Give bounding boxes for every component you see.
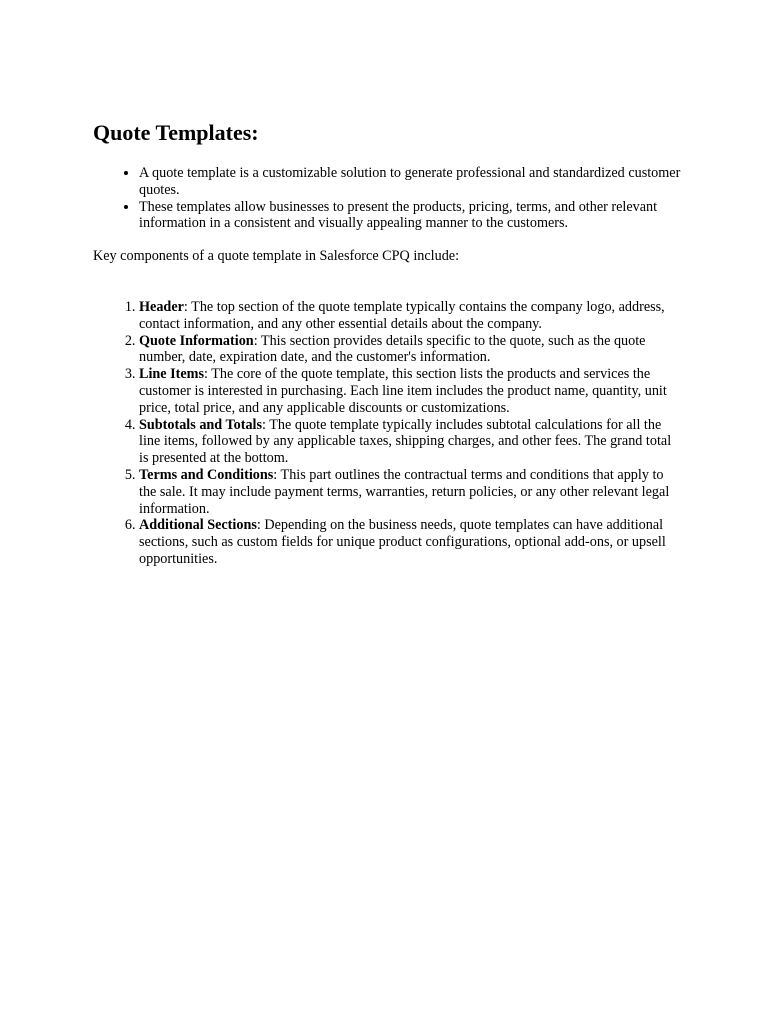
component-item-terms-and-conditions: [139, 467, 683, 517]
page-title: Quote Templates:: [93, 120, 259, 145]
component-item-quote-information: [139, 333, 683, 367]
component-description: : This part outlines the contractual terms and conditions that apply to the sale. It may include payment terms, warranties, return policies, or any other relevant legal information.: [139, 466, 670, 517]
component-item-additional-sections: [139, 517, 683, 567]
bullet-item: • These templates allow businesses to present the products, pricing, terms, and other relevant information in a consistent and visually appealing manner to the customers.: [139, 199, 683, 233]
component-term: Additional Sections: [139, 517, 257, 534]
component-description: : The top section of the quote template typically contains the company logo, address, contact information, and any other essential details about the company.: [139, 298, 665, 332]
components-numbered-list: [93, 299, 683, 568]
component-item-header: [139, 299, 683, 333]
component-description: : The core of the quote template, this section lists the products and services the customer is interested in purchasing. Each line item includes the product name, quantity, unit price, total price, and any applicable discounts or customizations.: [139, 366, 667, 416]
document-page: [93, 118, 683, 568]
intro-bullet-list: [93, 165, 683, 232]
component-term: Header: [139, 298, 184, 315]
component-description: : The quote template typically includes subtotal calculations for all the line items, followed by any applicable taxes, shipping charges, and other fees. The grand total is presented at the bottom.: [139, 416, 672, 467]
component-item-line-items: [139, 366, 683, 416]
component-term: Subtotals and Totals: [139, 416, 263, 433]
bullet-item: • A quote template is a customizable solution to generate professional and standardized customer quotes.: [139, 165, 683, 199]
component-term: Terms and Conditions: [139, 466, 274, 483]
component-term: Quote Information: [139, 332, 254, 349]
intro-paragraph: Key components of a quote template in Salesforce CPQ include:: [93, 248, 460, 265]
component-term: Line Items: [139, 366, 205, 383]
component-item-subtotals-and-totals: [139, 417, 683, 467]
component-description: : This section provides details specific to the quote, such as the quote number, date, expiration date, and the customer's information.: [139, 332, 646, 366]
component-description: : Depending on the business needs, quote templates can have additional sections, such as custom fields for unique product configurations, optional add-ons, or upsell opportunities.: [139, 517, 666, 567]
